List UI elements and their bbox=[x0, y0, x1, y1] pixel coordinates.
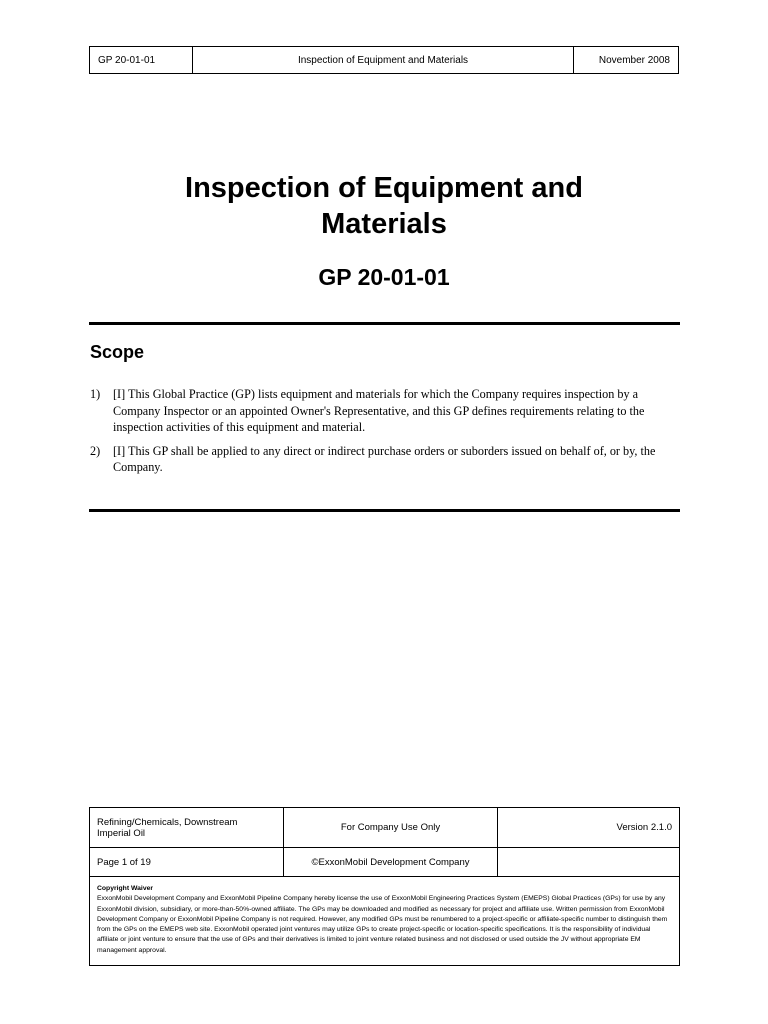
list-item-number: 1) bbox=[90, 387, 101, 401]
document-title-line1: Inspection of Equipment and bbox=[185, 172, 583, 204]
footer-usage: For Company Use Only bbox=[284, 808, 498, 847]
footer-org-line2: Imperial Oil bbox=[97, 827, 146, 839]
list-item-text: [I] This Global Practice (GP) lists equipment and materials for which the Company requires inspection by a Company Inspector or an appointed Owner's Representative, and this GP defines requirements relating to the inspection activities of this equipment and material. bbox=[113, 387, 645, 434]
header-doc-id: GP 20-01-01 bbox=[90, 47, 193, 73]
document-subtitle: GP 20-01-01 bbox=[318, 264, 450, 290]
copyright-waiver-text: ExxonMobil Development Company and ExxonMobil Pipeline Company hereby license the use of ExxonMobil Engineering Practices System (EMEPS) Global Practices (GPs) for use by any ExxonMobil division, subsidiary, or more-than-50%-owned affiliate. The GPs may be downloaded and modified as necessary for project and affiliate use. Written permission from ExxonMobil Development Company or ExxonMobil Pipeline Company is not required. However, any modified GPs must be renumbered to a project-specific or affiliate-specific number to distinguish them from the GPs on the EMEPS web site. ExxonMobil operated joint ventures may utilize GPs to create project-specific or location-specific specifications. It is the responsibility of individual affiliate or joint venture to ensure that the use of GPs and their derivatives is limited to joint venture related business and not disclosed or used outside the JV without appropriate EM management approval. bbox=[97, 895, 668, 954]
document-title bbox=[89, 170, 679, 242]
header-date: November 2008 bbox=[598, 54, 670, 66]
page-header-table bbox=[89, 46, 679, 74]
footer-version: Version 2.1.0 bbox=[616, 822, 672, 833]
header-title: Inspection of Equipment and Materials bbox=[193, 47, 574, 73]
footer-page-number: Page 1 of 19 bbox=[90, 848, 284, 876]
footer-empty-cell bbox=[498, 848, 679, 876]
footer-org-line1: Refining/Chemicals, Downstream bbox=[97, 816, 238, 828]
footer-table bbox=[89, 807, 680, 966]
list-item bbox=[90, 386, 680, 436]
copyright-waiver-title: Copyright Waiver bbox=[97, 885, 154, 892]
top-rule bbox=[89, 322, 680, 325]
bottom-rule bbox=[89, 509, 680, 512]
footer-row bbox=[90, 808, 679, 848]
document-title-line2: Materials bbox=[321, 208, 447, 240]
footer-row bbox=[90, 848, 679, 877]
list-item bbox=[90, 443, 680, 476]
scope-list bbox=[90, 386, 680, 483]
footer-organization bbox=[90, 808, 284, 847]
footer-copyright: ©ExxonMobil Development Company bbox=[284, 848, 498, 876]
copyright-waiver bbox=[90, 877, 679, 956]
scope-heading: Scope bbox=[90, 342, 145, 362]
list-item-number: 2) bbox=[90, 443, 101, 458]
list-item-text: [I] This GP shall be applied to any direct or indirect purchase orders or suborders issued on behalf of, or by, the Company. bbox=[113, 443, 656, 474]
